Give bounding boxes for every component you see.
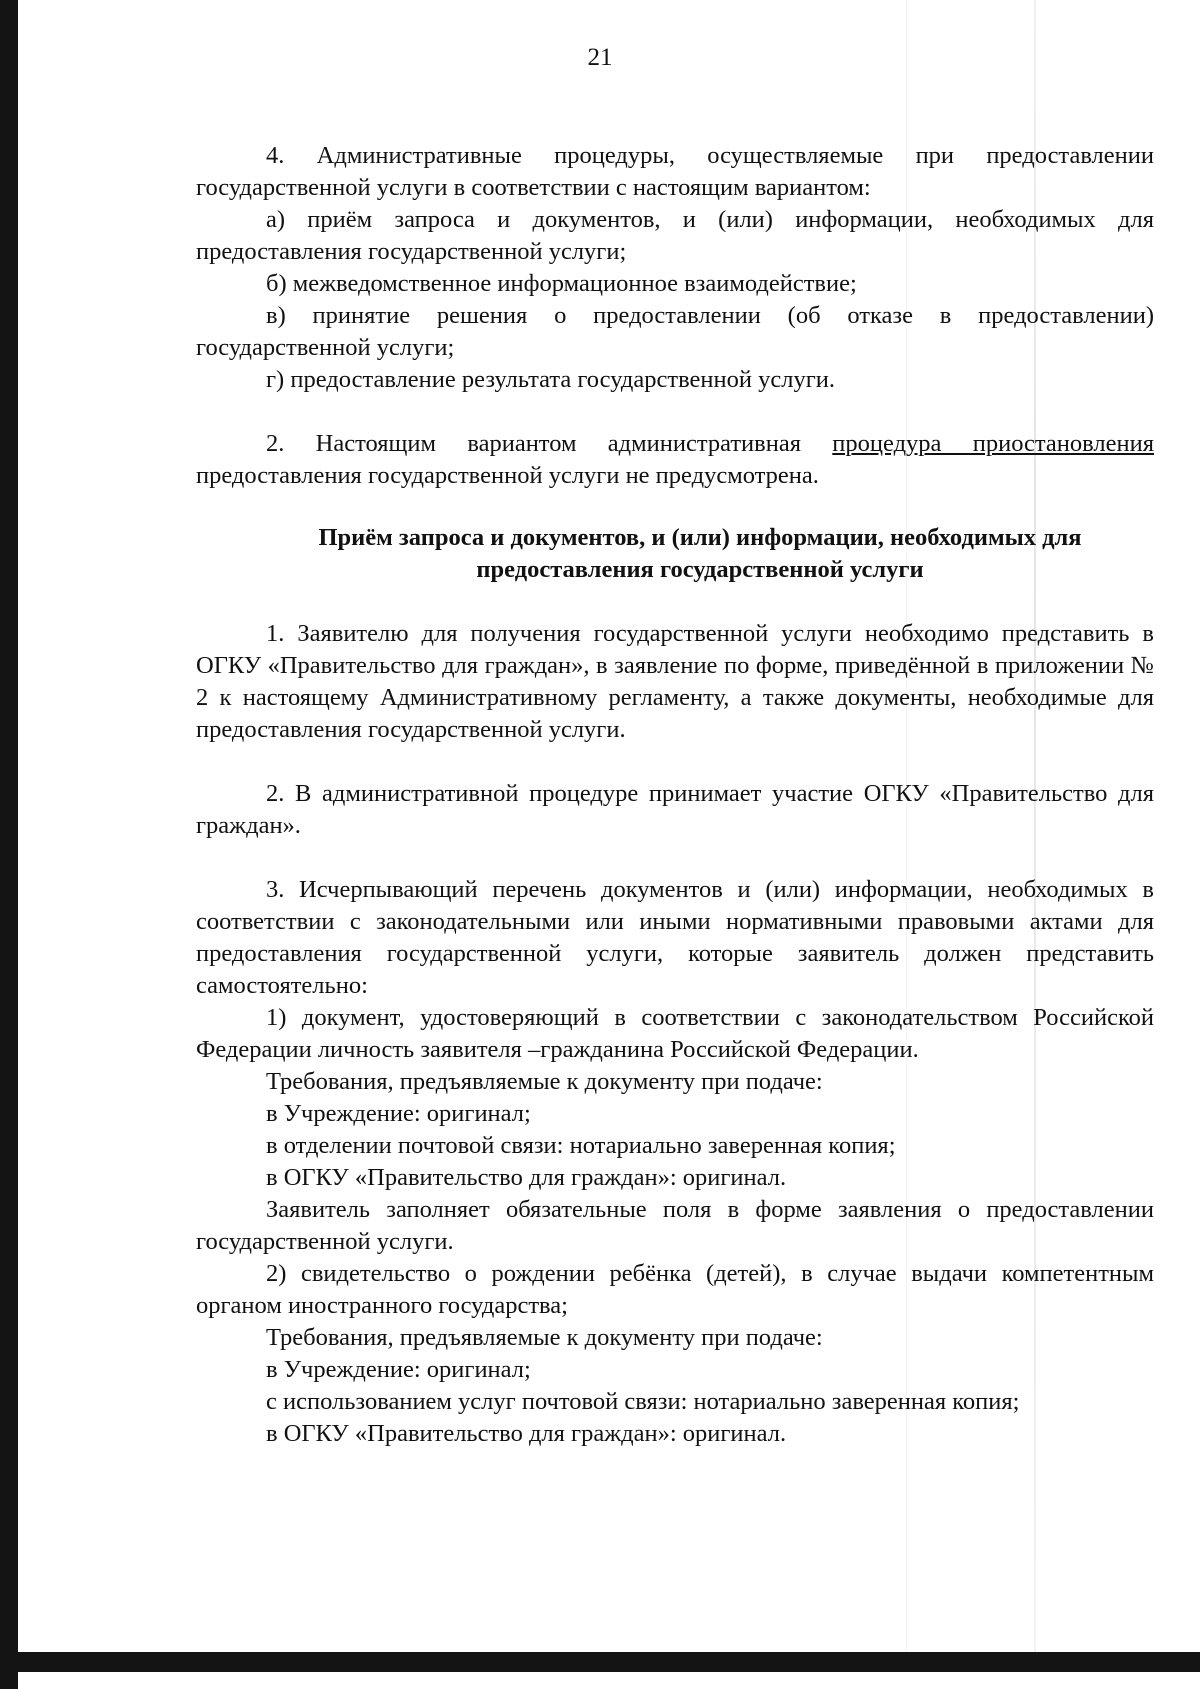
procedure-item-g: г) предоставление результата государственной услуги. [266, 366, 835, 393]
suspension-text-start: 2. Настоящим вариантом административная [266, 430, 833, 457]
procedure-item-b: б) межведомственное информационное взаимодействие; [266, 270, 857, 297]
procedure-item-a: а) приём запроса и документов, и (или) информации, необходимых для предоставления государственной услуги; [196, 206, 1154, 265]
paragraph-2: 2. В административной процедуре принимает участие ОГКУ «Правительство для граждан». [196, 780, 1154, 839]
suspension-paragraph [196, 428, 1154, 492]
scan-border-left [0, 0, 18, 1689]
document-1-title: 1) документ, удостоверяющий в соответствии с законодательством Российской Федерации личность заявителя –гражданина Российской Федерации. [196, 1004, 1154, 1063]
document-1-requirement-post: в отделении почтовой связи: нотариально заверенная копия; [266, 1132, 896, 1159]
procedure-item-v: в) принятие решения о предоставлении (об отказе в предоставлении) государственной услуги; [196, 302, 1154, 361]
document-1-requirement-institution: в Учреждение: оригинал; [266, 1100, 531, 1127]
document-1-requirement-ogku: в ОГКУ «Правительство для граждан»: оригинал. [266, 1164, 787, 1191]
document-body [196, 140, 1154, 1450]
section-4-intro: 4. Административные процедуры, осуществляемые при предоставлении государственной услуги в соответствии с настоящим вариантом: [196, 142, 1154, 201]
page-number: 21 [587, 44, 613, 71]
document-1-note: Заявитель заполняет обязательные поля в форме заявления о предоставлении государственной услуги. [196, 1196, 1154, 1255]
section-heading: Приём запроса и документов, и (или) информации, необходимых для предоставления государственной услуги [318, 524, 1082, 583]
document-2-requirement-institution: в Учреждение: оригинал; [266, 1356, 531, 1383]
paragraph-3: 3. Исчерпывающий перечень документов и (или) информации, необходимых в соответствии с законодательными или иными нормативными правовыми актами для предоставления государственной услуги, которые заявитель должен представить самостоятельно: [196, 876, 1154, 999]
document-2-requirements-heading: Требования, предъявляемые к документу при подаче: [266, 1324, 823, 1351]
suspension-text-end: предоставления государственной услуги не предусмотрена. [196, 462, 819, 489]
document-1-requirements-heading: Требования, предъявляемые к документу при подаче: [266, 1068, 823, 1095]
paragraph-1: 1. Заявителю для получения государственной услуги необходимо представить в ОГКУ «Правительство для граждан», в заявление по форме, приведённой в приложении № 2 к настоящему Административному регламенту, а также документы, необходимые для предоставления государственной услуги. [196, 620, 1154, 743]
document-2-requirement-post: с использованием услуг почтовой связи: нотариально заверенная копия; [266, 1388, 1020, 1415]
scan-border-bottom [0, 1652, 1200, 1672]
document-2-requirement-ogku: в ОГКУ «Правительство для граждан»: оригинал. [266, 1420, 787, 1447]
document-2-title: 2) свидетельство о рождении ребёнка (детей), в случае выдачи компетентным органом иностранного государства; [196, 1260, 1154, 1319]
suspension-underlined: процедура приостановления [832, 430, 1155, 457]
